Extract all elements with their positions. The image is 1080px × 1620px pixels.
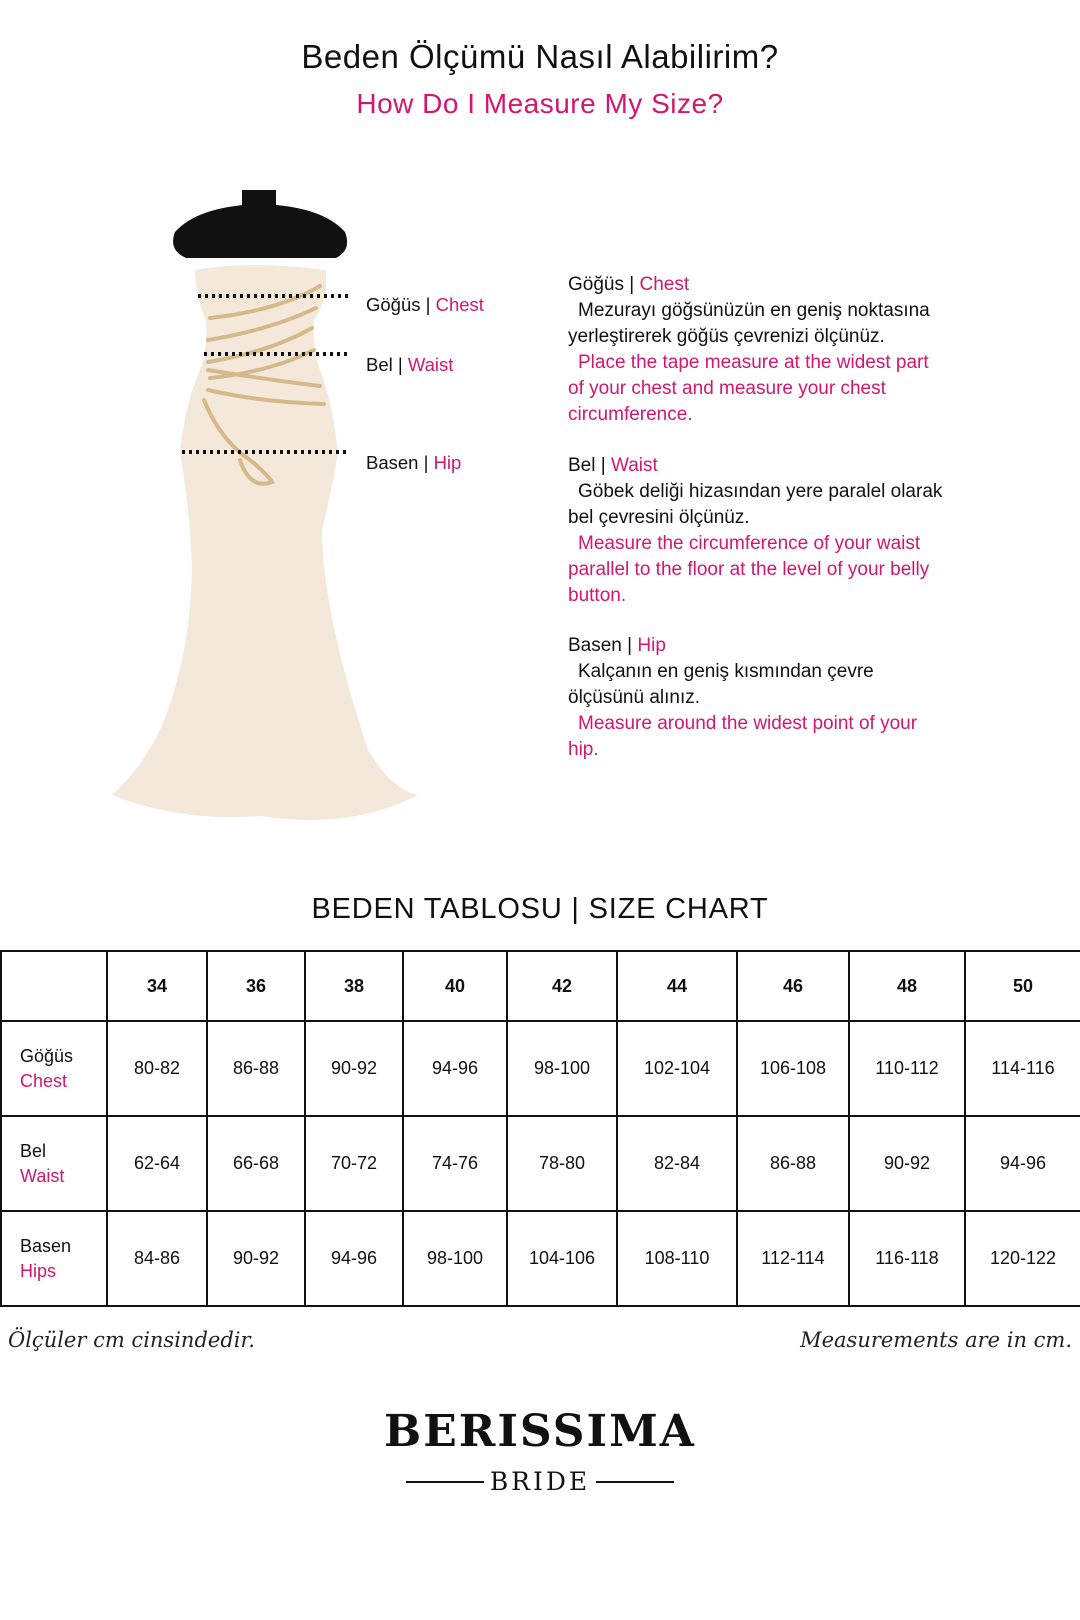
table-row — [1, 1116, 1080, 1211]
brand-logo-name: BERISSIMA — [384, 1406, 696, 1457]
table-cell: 70-72 — [305, 1116, 403, 1211]
page-subtitle: How Do I Measure My Size? — [356, 88, 724, 119]
heading-tr: Bel — [568, 455, 596, 476]
table-cell: 94-96 — [305, 1211, 403, 1306]
figure-label-hip-en: Hip — [433, 452, 462, 473]
table-cell: 110-112 — [849, 1021, 965, 1116]
size-header: 46 — [737, 951, 849, 1021]
heading-tr: Basen — [568, 635, 622, 656]
heading-tr: Göğüs — [568, 274, 624, 295]
waist-en-line: button. — [568, 585, 627, 606]
chest-tr-line: yerleştirerek göğüs çevrenizi ölçünüz. — [568, 326, 885, 347]
chest-instructions — [568, 272, 1028, 428]
chest-tr-line: Mezurayı göğsünüzün en geniş noktasına — [578, 300, 930, 321]
chest-en-line: circumference. — [568, 404, 693, 425]
brand-logo-sub — [406, 1467, 674, 1497]
row-label-tr: Bel — [20, 1140, 47, 1161]
heading-sep: | — [595, 455, 611, 476]
table-cell: 98-100 — [403, 1211, 507, 1306]
waist-heading — [568, 453, 1028, 479]
table-header-row — [1, 951, 1080, 1021]
brand-sub-text: BRIDE — [489, 1467, 591, 1496]
table-cell: 98-100 — [507, 1021, 617, 1116]
size-header: 36 — [207, 951, 305, 1021]
figure-label-hip — [366, 452, 461, 474]
table-cell: 90-92 — [207, 1211, 305, 1306]
table-cell: 94-96 — [965, 1116, 1080, 1211]
table-cell: 114-116 — [965, 1021, 1080, 1116]
table-cell: 80-82 — [107, 1021, 207, 1116]
hip-en-line: hip. — [568, 739, 599, 760]
heading-en: Chest — [639, 274, 690, 295]
table-row — [1, 1211, 1080, 1306]
row-label-tr: Göğüs — [20, 1045, 74, 1066]
row-label-en: Chest — [20, 1070, 68, 1091]
table-cell: 82-84 — [617, 1116, 737, 1211]
size-header: 48 — [849, 951, 965, 1021]
dress-illustration — [100, 190, 520, 850]
hip-tr-line: ölçüsünü alınız. — [568, 687, 701, 708]
table-cell: 90-92 — [305, 1021, 403, 1116]
table-cell: 106-108 — [737, 1021, 849, 1116]
hip-en-line: Measure around the widest point of your — [578, 713, 918, 734]
figure-label-chest — [366, 294, 484, 316]
figure-label-sep: | — [420, 294, 436, 315]
table-cell: 120-122 — [965, 1211, 1080, 1306]
table-cell: 104-106 — [507, 1211, 617, 1306]
table-cell: 116-118 — [849, 1211, 965, 1306]
table-cell: 74-76 — [403, 1116, 507, 1211]
figure-label-chest-en: Chest — [435, 294, 484, 315]
heading-sep: | — [623, 274, 640, 295]
table-cell: 90-92 — [849, 1116, 965, 1211]
table-cell: 102-104 — [617, 1021, 737, 1116]
table-corner-cell — [1, 951, 107, 1021]
row-label — [1, 1211, 107, 1306]
page-title: Beden Ölçümü Nasıl Alabilirim? — [301, 38, 779, 75]
size-chart-title: BEDEN TABLOSU | SIZE CHART — [311, 893, 769, 925]
table-cell: 84-86 — [107, 1211, 207, 1306]
figure-label-waist — [366, 354, 453, 376]
heading-en: Hip — [637, 635, 666, 656]
figure-label-sep: | — [418, 452, 434, 473]
size-header: 40 — [403, 951, 507, 1021]
waist-tr-line: Göbek deliği hizasından yere paralel olarak — [578, 481, 943, 502]
row-label-en: Waist — [20, 1165, 65, 1186]
waist-tr-line: bel çevresini ölçünüz. — [568, 507, 750, 528]
waist-en-line: Measure the circumference of your waist — [578, 533, 921, 554]
chest-en-line: Place the tape measure at the widest part — [578, 352, 929, 373]
size-header: 44 — [617, 951, 737, 1021]
row-label — [1, 1021, 107, 1116]
figure-label-waist-en: Waist — [407, 354, 454, 375]
table-cell: 94-96 — [403, 1021, 507, 1116]
table-cell: 86-88 — [207, 1021, 305, 1116]
figure-label-sep: | — [392, 354, 408, 375]
heading-en: Waist — [610, 455, 658, 476]
mannequin-shoulders — [173, 204, 347, 258]
chest-heading — [568, 272, 1028, 298]
figure-label-hip-tr: Basen — [366, 452, 419, 473]
table-cell: 108-110 — [617, 1211, 737, 1306]
row-label-tr: Basen — [20, 1235, 72, 1256]
table-row — [1, 1021, 1080, 1116]
figure-label-waist-tr: Bel — [366, 354, 393, 375]
table-cell: 66-68 — [207, 1116, 305, 1211]
size-header: 34 — [107, 951, 207, 1021]
size-header: 50 — [965, 951, 1080, 1021]
units-note-tr: Ölçüler cm cinsindedir. — [8, 1328, 255, 1352]
figure-label-chest-tr: Göğüs — [366, 294, 421, 315]
size-chart-table — [0, 950, 1080, 1307]
waist-instructions — [568, 453, 1028, 609]
table-cell: 86-88 — [737, 1116, 849, 1211]
hip-tr-line: Kalçanın en geniş kısmından çevre — [578, 661, 874, 682]
units-note-en: Measurements are in cm. — [800, 1328, 1072, 1352]
size-header: 42 — [507, 951, 617, 1021]
chest-en-line: of your chest and measure your chest — [568, 378, 886, 399]
table-cell: 62-64 — [107, 1116, 207, 1211]
row-label-en: Hips — [20, 1260, 57, 1281]
hip-instructions — [568, 633, 1028, 763]
table-cell: 112-114 — [737, 1211, 849, 1306]
row-label — [1, 1116, 107, 1211]
waist-en-line: parallel to the floor at the level of your belly — [568, 559, 930, 580]
heading-sep: | — [621, 635, 638, 656]
hip-heading — [568, 633, 1028, 659]
brand-rule-right — [596, 1481, 674, 1483]
table-cell: 78-80 — [507, 1116, 617, 1211]
size-header: 38 — [305, 951, 403, 1021]
